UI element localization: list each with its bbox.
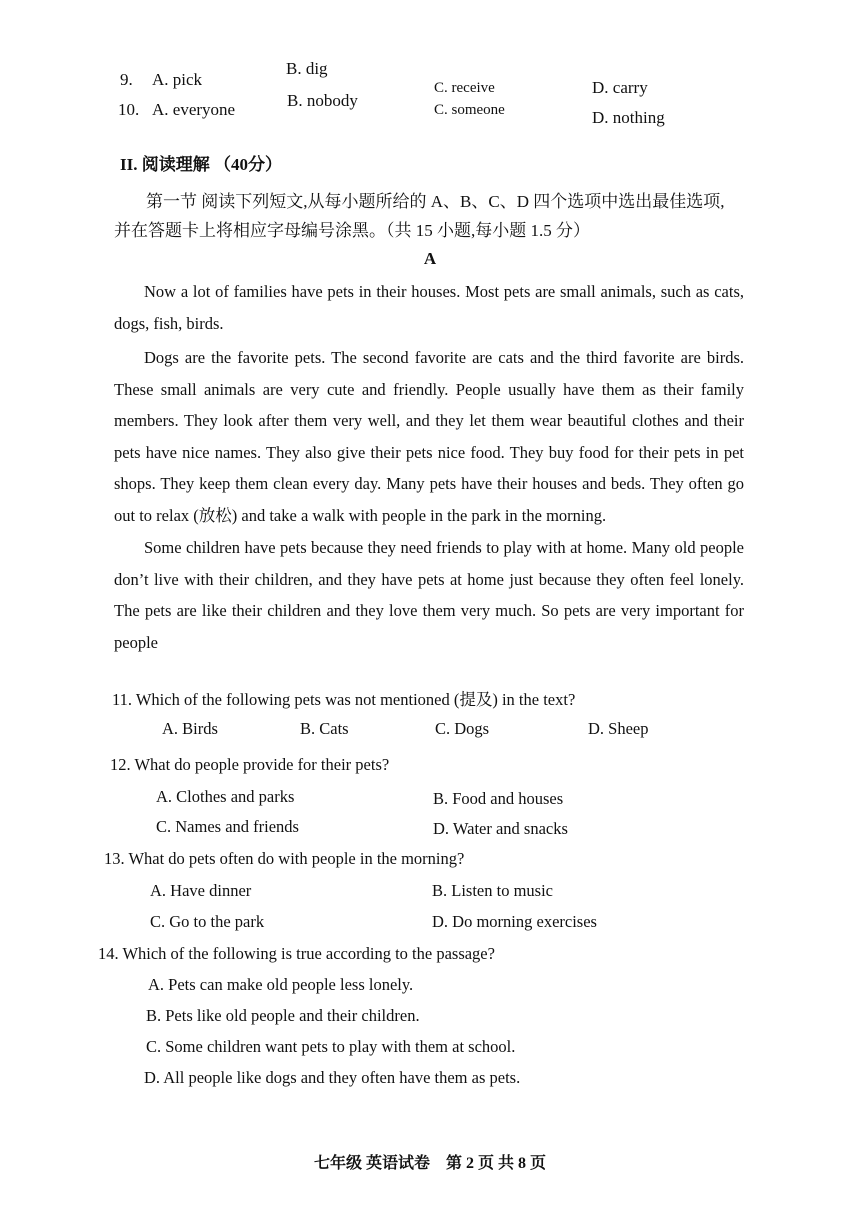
question-14-option-b: B. Pets like old people and their children.	[146, 1006, 420, 1025]
question-11-option-c: C. Dogs	[435, 719, 490, 738]
q9-option-d: D. carry	[592, 78, 648, 97]
question-14-option-d: D. All people like dogs and they often have them as pets.	[144, 1068, 521, 1087]
question-11-option-a: A. Birds	[162, 719, 218, 738]
question-14-option-c: C. Some children want pets to play with them at school.	[146, 1037, 516, 1056]
question-12-option-a: A. Clothes and parks	[156, 787, 295, 806]
q10-number: 10.	[118, 100, 140, 119]
question-13-option-a: A. Have dinner	[150, 881, 252, 900]
q9-number: 9.	[120, 70, 133, 89]
question-12-option-c: C. Names and friends	[156, 817, 299, 836]
q10-option-a: A. everyone	[152, 100, 236, 119]
question-13-option-c: C. Go to the park	[150, 912, 265, 931]
passage-paragraph-1: Now a lot of families have pets in their houses. Most pets are small animals, such as cats, dogs, fish, birds.	[114, 282, 744, 333]
page-footer: 七年级 英语试卷 第 2 页 共 8 页	[313, 1155, 546, 1172]
section-instruction-line1: 第一节 阅读下列短文,从每小题所给的 A、B、C、D 四个选项中选出最佳选项,	[146, 192, 725, 211]
q10-option-c: C. someone	[434, 102, 505, 118]
question-13-stem: 13. What do pets often do with people in the morning?	[104, 849, 465, 868]
q10-option-d: D. nothing	[592, 108, 665, 127]
section-title: II. 阅读理解 （40分）	[120, 155, 282, 174]
section-instruction-line2: 并在答题卡上将相应字母编号涂黑。（共 15 小题,每小题 1.5 分）	[114, 221, 590, 240]
question-12-option-d: D. Water and snacks	[433, 819, 568, 838]
passage-label: A	[423, 249, 437, 268]
question-13-option-d: D. Do morning exercises	[432, 912, 597, 931]
question-11-stem: 11. Which of the following pets was not mentioned (提及) in the text?	[112, 690, 576, 709]
question-14-stem: 14. Which of the following is true according to the passage?	[98, 944, 495, 963]
q9-option-c: C. receive	[434, 80, 495, 96]
q10-option-b: B. nobody	[287, 91, 358, 110]
passage-paragraph-2: Dogs are the favorite pets. The second favorite are cats and the third favorite are birds. These small animals are very cute and friendly. People usually have them as their family members. They look after them very well, and they let them wear beautiful clothes and their pets have nice names. They also give their pets nice food. They buy food for their pets in pet shops. They keep them clean every day. Many pets have their houses and beds. They often go out to relax (放松) and take a walk with people in the park in the morning.	[114, 348, 744, 525]
question-12-stem: 12. What do people provide for their pets?	[110, 755, 390, 774]
q9-option-a: A. pick	[152, 70, 203, 89]
question-14-option-a: A. Pets can make old people less lonely.	[148, 975, 414, 994]
q9-option-b: B. dig	[286, 59, 328, 78]
question-13-option-b: B. Listen to music	[432, 881, 553, 900]
question-12-option-b: B. Food and houses	[433, 789, 564, 808]
question-11-option-d: D. Sheep	[588, 719, 649, 738]
question-11-option-b: B. Cats	[300, 719, 349, 738]
passage-paragraph-3: Some children have pets because they need friends to play with at home. Many old people don’t live with their children, and they have pets at home just because they often feel lonely. The pets are like their children and they love them very much. So pets are very important for people	[114, 538, 744, 652]
